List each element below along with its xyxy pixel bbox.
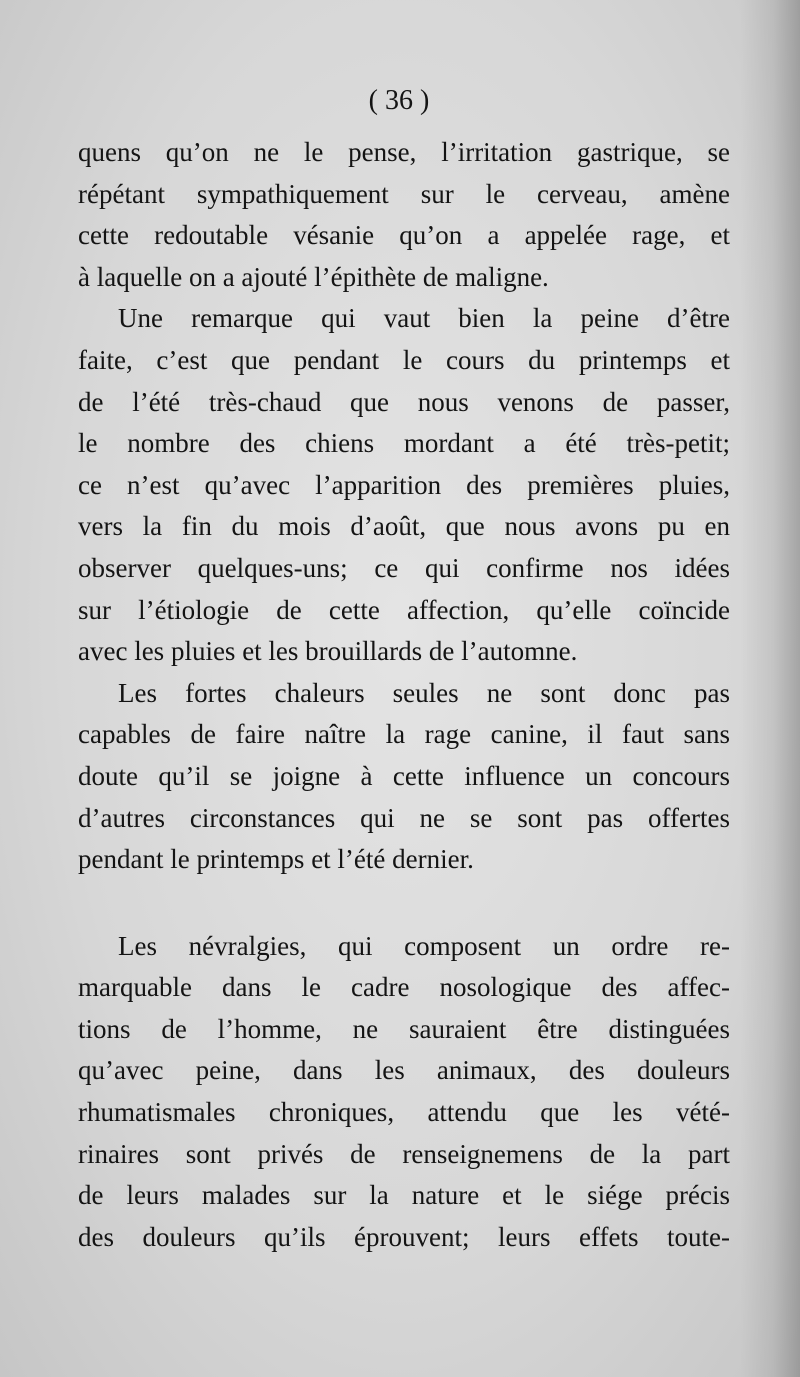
text-line: faite, c’est que pendant le cours du printemps et xyxy=(78,344,730,375)
text-line: rhumatismales chroniques, attendu que les vété- xyxy=(78,1097,730,1128)
text-line: de l’été très-chaud que nous venons de passer, xyxy=(78,386,730,417)
paragraph xyxy=(78,298,730,672)
text-line: tions de l’homme, ne sauraient être distinguées xyxy=(78,1013,730,1044)
text-line: quens qu’on ne le pense, l’irritation gastrique, se xyxy=(78,137,730,167)
text-line: sur l’étiologie de cette affection, qu’elle coïncide xyxy=(78,594,730,625)
body-text xyxy=(78,132,730,1258)
text-line: de leurs malades sur la nature et le siége précis xyxy=(78,1180,730,1211)
text-line: marquable dans le cadre nosologique des affec- xyxy=(78,972,730,1003)
section-gap xyxy=(78,881,730,926)
paragraph xyxy=(78,673,730,881)
text-line: répétant sympathiquement sur le cerveau, amène xyxy=(78,178,730,209)
text-line: pendant le printemps et l’été dernier. xyxy=(78,844,474,875)
text-line: à laquelle on a ajouté l’épithète de maligne. xyxy=(78,261,549,292)
text-line: cette redoutable vésanie qu’on a appelée rage, et xyxy=(78,220,730,251)
page-edge-shadow xyxy=(740,0,800,1377)
text-line: des douleurs qu’ils éprouvent; leurs effets toute- xyxy=(78,1221,730,1252)
text-line: le nombre des chiens mordant a été très-petit; xyxy=(78,428,730,459)
text-line: Les névralgies, qui composent un ordre re- xyxy=(118,930,730,961)
page-text xyxy=(78,70,730,1258)
text-line: doute qu’il se joigne à cette influence un concours xyxy=(78,760,730,791)
text-line: capables de faire naître la rage canine, il faut sans xyxy=(78,719,730,750)
text-line: ce n’est qu’avec l’apparition des premières pluies, xyxy=(78,469,730,500)
page-number: ( 36 ) xyxy=(368,85,430,116)
text-line: Les fortes chaleurs seules ne sont donc pas xyxy=(118,677,730,708)
text-line: observer quelques-uns; ce qui confirme nos idées xyxy=(78,552,730,583)
paragraph xyxy=(78,926,730,1259)
text-line: qu’avec peine, dans les animaux, des douleurs xyxy=(78,1055,730,1086)
text-line: d’autres circonstances qui ne se sont pas offertes xyxy=(78,802,730,833)
text-line: vers la fin du mois d’août, que nous avons pu en xyxy=(78,511,730,542)
paragraph xyxy=(78,132,730,298)
text-line: Une remarque qui vaut bien la peine d’être xyxy=(118,303,730,334)
text-line: rinaires sont privés de renseignemens de la part xyxy=(78,1138,730,1169)
text-line: avec les pluies et les brouillards de l’automne. xyxy=(78,636,578,667)
